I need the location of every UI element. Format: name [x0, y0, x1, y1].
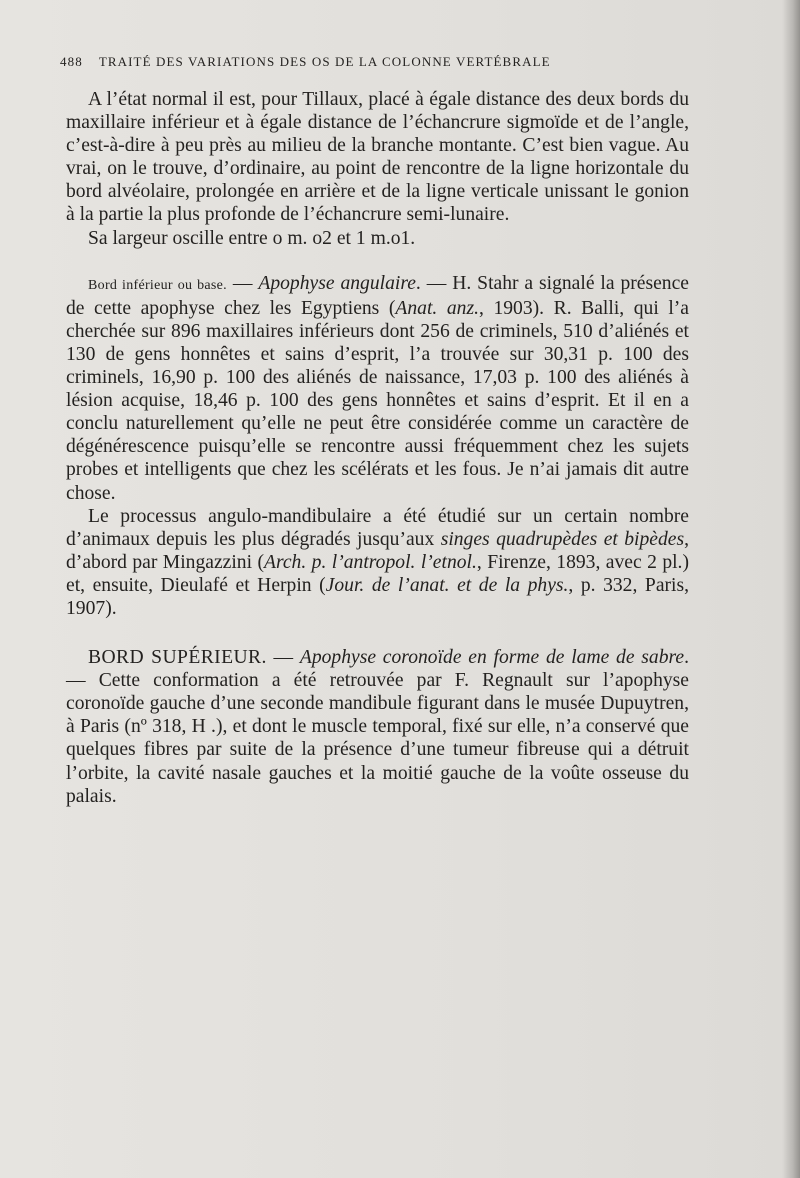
paragraph-bord-superieur-text: Cette conformation a été retrouvée par F. Regnault sur l’apophyse coronoïde gauche d’une seconde mandibule figurant dans le musée Dupuytren, à Paris (nº 318, H .), et dont le muscle temporal, fixé sur elle, n’a conservé que quelques fibres par suite de la présence d’une tumeur fibreuse qui a détruit l’orbite, la cavité nasale gauches et la moitié gauche de la voûte osseuse du palais.: [66, 670, 689, 807]
running-header: [60, 54, 710, 70]
paragraph-largeur-text: Sa largeur oscille entre o m. o2 et 1 m.o1.: [88, 227, 416, 249]
paragraph-processus-text-d: , p. 332, Paris, 1907).: [66, 574, 690, 619]
body-text: [66, 88, 689, 808]
section-heading-bord-superieur: BORD SUPÉRIEUR.: [88, 647, 267, 669]
paragraph-bord-inferieur: [66, 272, 689, 505]
paragraph-bord-superieur: [66, 646, 689, 808]
reference-arch-antropol: Arch. p. l’antropol. l’etnol.: [263, 551, 477, 573]
running-title: TRAITÉ DES VARIATIONS DES OS DE LA COLONNE VERTÉBRALE: [98, 54, 551, 69]
italic-title-apophyse-angulaire: Apophyse angulaire: [258, 272, 416, 294]
page-edge-shadow: [782, 0, 800, 1178]
dash: . —: [415, 272, 453, 294]
paragraph-processus-text-b: , d’abord par Mingazzini (: [66, 528, 689, 573]
paragraph-processus-text-c: , Firenze, 1893, avec 2 pl.) et, ensuite, Dieulafé et Herpin (: [66, 551, 689, 596]
paragraph-processus-text-a: Le processus angulo-mandibulaire a été étudié sur un certain nombre d’animaux depuis les plus dégradés jusqu’aux: [66, 505, 689, 550]
section-heading-bord-inferieur: Bord inférieur ou base.: [88, 277, 227, 293]
page-number: 488: [60, 54, 83, 69]
paragraph-bord-inferieur-text-b: , 1903). R. Balli, qui l’a cherchée sur 896 maxillaires inférieurs dont 256 de criminels, 510 d’aliénés et 130 de gens honnêtes et sains d’esprit, l’a trouvée sur 30,31 p. 100 des criminels, 16,90 p. 100 des aliénés de naissance, 17,03 p. 100 des aliénés à lésion acquise, 18,46 p. 100 des gens honnêtes et sains d’esprit. Et il en a conclu naturellement qu’elle ne peut être considérée comme un caractère de dégénérescence puisqu’elle se rencontre aussi fréquemment chez les sujets probes et intelligents que chez les scélérats et les fous. Je n’ai jamais dit autre chose.: [66, 297, 689, 504]
reference-jour-anat: Jour. de l’anat. et de la phys.: [325, 574, 569, 596]
italic-singes: singes quadrupèdes et bipèdes: [440, 528, 685, 550]
paragraph-largeur: [66, 227, 689, 250]
reference-anat-anz: Anat. anz.: [395, 297, 479, 319]
dash: —: [266, 647, 300, 669]
paragraph-tillaux: [66, 88, 689, 227]
italic-title-apophyse-coronoide: Apophyse coronoïde en forme de lame de sabre: [299, 647, 685, 669]
dash: . —: [66, 647, 689, 692]
paragraph-bord-inferieur-text-a: H. Stahr a signalé la présence de cette apophyse chez les Egyptiens (: [66, 272, 689, 319]
paragraph-processus: [66, 505, 689, 620]
dash: —: [226, 272, 259, 294]
paragraph-tillaux-text: A l’état normal il est, pour Tillaux, placé à égale distance des deux bords du maxillaire inférieur et à égale distance de l’échancrure sigmoïde et de l’angle, c’est-à-dire à peu près au milieu de la branche montante. C’est bien vague. Au vrai, on le trouve, d’ordinaire, au point de rencontre de la ligne horizontale du bord alvéolaire, prolongée en arrière et de la ligne verticale unissant le gonion à la partie la plus profonde de l’échancrure semi-lunaire.: [66, 89, 689, 226]
